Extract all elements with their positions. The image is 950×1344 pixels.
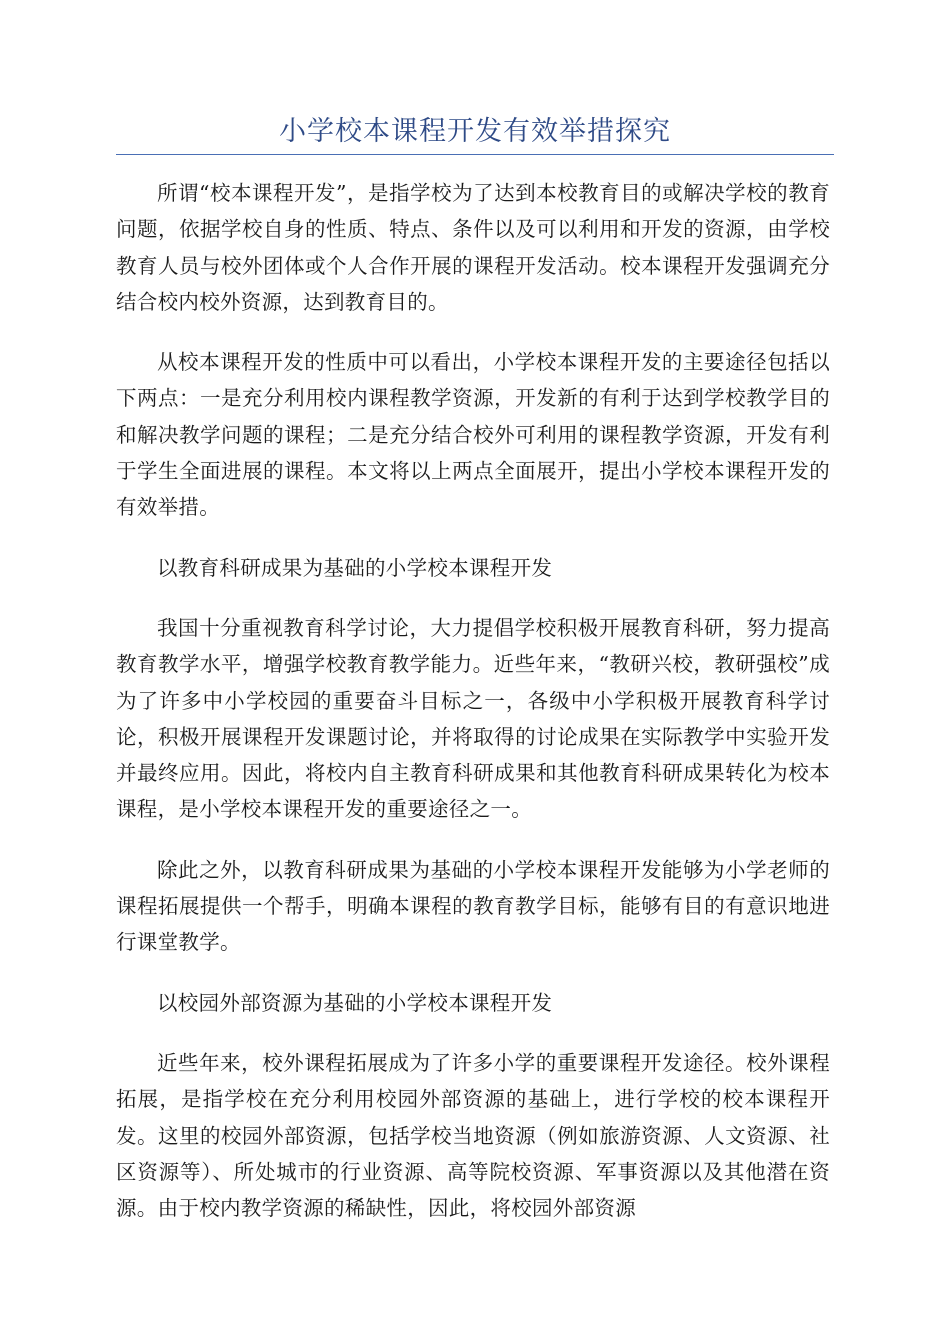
section-heading-research: 以教育科研成果为基础的小学校本课程开发 [157,555,553,580]
paragraph-research-benefit: 除此之外，以教育科研成果为基础的小学校本课程开发能够为小学老师的课程拓展提供一个帮手，明确本课程的教育教学目标，能够有目的有意识地进行课堂教学。 [116,857,830,955]
paragraph-approaches: 从校本课程开发的性质中可以看出，小学校本课程开发的主要途径包括以下两点：一是充分利用校内课程教学资源，开发新的有利于达到学校教学目的和解决教学问题的课程；二是充分结合校外可利用的课程教学资源，开发有利于学生全面进展的课程。本文将以上两点全面展开，提出小学校本课程开发的有效举措。 [116,350,830,520]
document-body [116,175,830,1250]
paragraph-external: 近些年来，校外课程拓展成为了许多小学的重要课程开发途径。校外课程拓展，是指学校在充分利用校园外部资源的基础上，进行学校的校本课程开发。这里的校园外部资源，包括学校当地资源（例如旅游资源、人文资源、社区资源等）、所处城市的行业资源、高等院校资源、军事资源以及其他潜在资源。由于校内教学资源的稀缺性，因此，将校园外部资源 [116,1050,830,1221]
paragraph-research: 我国十分重视教育科学讨论，大力提倡学校积极开展教育科研，努力提高教育教学水平，增强学校教育教学能力。近些年来，“教研兴校，教研强校”成为了许多中小学校园的重要奋斗目标之一，各级中小学积极开展教育科学讨论，积极开展课程开发课题讨论，并将取得的讨论成果在实际教学中实验开发并最终应用。因此，将校内自主教育科研成果和其他教育科研成果转化为校本课程，是小学校本课程开发的重要途径之一。 [116,615,830,822]
paragraph-definition: 所谓“校本课程开发”，是指学校为了达到本校教育目的或解决学校的教育问题，依据学校自身的性质、特点、条件以及可以利用和开发的资源，由学校教育人员与校外团体或个人合作开展的课程开发活动。校本课程开发强调充分结合校内校外资源，达到教育目的。 [116,181,830,314]
title-underline [116,154,834,155]
section-heading-external: 以校园外部资源为基础的小学校本课程开发 [157,990,553,1015]
document-title: 小学校本课程开发有效举措探究 [279,116,671,147]
